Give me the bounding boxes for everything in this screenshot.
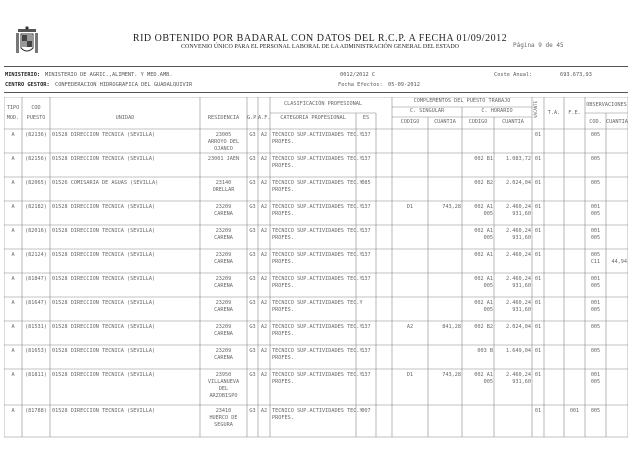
- row-hor-codigo: 002 A1: [474, 372, 493, 378]
- divider: [4, 92, 628, 93]
- row-unidad: 01528 DIRECCION TECNICA (SEVILLA): [52, 252, 156, 258]
- coste-label: Coste Anual:: [494, 72, 533, 78]
- row-obs-cuantia: 44,94: [611, 259, 627, 265]
- row-categoria: PROFES.: [272, 331, 294, 337]
- row-categoria: PROFES.: [272, 307, 294, 313]
- row-af: A2: [260, 324, 268, 330]
- row-vacante: 01: [534, 132, 542, 138]
- row-hor-cuantia: 2.460,24: [506, 252, 531, 258]
- row-residencia: 23950: [215, 372, 232, 378]
- header-hor-codigo: CODIGO: [468, 119, 488, 125]
- row-hor-codigo: 003 B: [477, 348, 493, 354]
- row-unidad: 01526 COMISARIA DE AGUAS (SEVILLA): [52, 180, 159, 186]
- row-residencia: 23209: [215, 348, 232, 354]
- row-tipo: A: [11, 132, 15, 138]
- row-vacante: 01: [534, 408, 542, 414]
- row-es: 137: [361, 156, 371, 162]
- row-categoria: TECNICO SUP.ACTIVIDADES TEC.Y: [272, 276, 363, 282]
- row-categoria: TECNICO SUP.ACTIVIDADES TEC.Y: [272, 324, 363, 330]
- centro-value: CONFEDERACION HIDROGRAFICA DEL GUADALQUIVIR: [55, 82, 193, 88]
- row-cod-puesto: (82182): [25, 204, 47, 210]
- row-tipo: A: [11, 300, 15, 306]
- row-categoria: PROFES.: [272, 355, 294, 361]
- row-hor-cuantia: 2.460,24: [506, 204, 531, 210]
- row-categoria: PROFES.: [272, 211, 294, 217]
- row-gp: G3: [249, 276, 256, 282]
- row-residencia: 23209: [215, 204, 232, 210]
- row-es: 007: [361, 408, 371, 414]
- row-residencia: 23209: [215, 228, 232, 234]
- report-title: RID OBTENIDO POR BADARAL CON DATOS DEL R.C.P. A FECHA 01/09/2012: [132, 33, 508, 44]
- row-gp: G3: [249, 408, 256, 414]
- row-hor-codigo: 002 A1: [474, 204, 493, 210]
- row-obs-cod: 001: [590, 228, 601, 234]
- row-categoria: TECNICO SUP.ACTIVIDADES TEC.Y: [272, 408, 363, 414]
- row-cod-puesto: (82016): [25, 228, 47, 234]
- row-gp: G3: [249, 252, 256, 258]
- row-hor-codigo: 005: [483, 211, 493, 217]
- row-categoria: PROFES.: [272, 187, 294, 193]
- header-sing-cuantia: CUANTIA: [434, 119, 456, 125]
- row-es: 085: [361, 180, 371, 186]
- row-obs-cod: 005: [590, 348, 601, 354]
- report-subtitle: CONVENIO ÚNICO PARA EL PERSONAL LABORAL DE LA ADMINISTRACIÓN GENERAL DEL ESTADO: [180, 44, 460, 50]
- page-number: Página 9 de 45: [513, 42, 564, 49]
- row-obs-cod: 001: [590, 276, 601, 282]
- header-ta: T.A.: [547, 110, 561, 116]
- row-residencia: 23209: [215, 276, 232, 282]
- header-af: A.F.: [258, 115, 271, 121]
- row-unidad: 01528 DIRECCION TECNICA (SEVILLA): [52, 300, 156, 306]
- row-residencia: CARENA: [214, 355, 233, 361]
- row-gp: G3: [249, 156, 256, 162]
- row-unidad: 01528 DIRECCION TECNICA (SEVILLA): [52, 204, 156, 210]
- row-categoria: PROFES.: [272, 139, 294, 145]
- row-residencia: CARENA: [214, 283, 233, 289]
- row-vacante: 01: [534, 276, 542, 282]
- header-fe: F.E.: [568, 110, 581, 116]
- row-categoria: TECNICO SUP.ACTIVIDADES TEC.Y: [272, 204, 363, 210]
- row-residencia: 23209: [215, 300, 232, 306]
- row-tipo: A: [11, 372, 15, 378]
- row-hor-cuantia: 1.083,72: [506, 156, 531, 162]
- row-es: 137: [361, 204, 371, 210]
- row-tipo: A: [11, 348, 15, 354]
- row-af: A2: [260, 156, 268, 162]
- row-obs-cod: 005: [590, 156, 601, 162]
- row-obs-cod: 001: [590, 300, 601, 306]
- row-cod-puesto: (82065): [25, 180, 47, 186]
- row-categoria: PROFES.: [272, 283, 294, 289]
- ministerio-value: MINISTERIO DE AGRIC.,ALIMENT. Y MED.AMB.: [45, 72, 173, 78]
- row-categoria: TECNICO SUP.ACTIVIDADES TEC.Y: [272, 348, 363, 354]
- row-residencia: CARENA: [214, 259, 233, 265]
- row-categoria: TECNICO SUP.ACTIVIDADES TEC.Y: [272, 252, 363, 258]
- row-es: 137: [361, 348, 371, 354]
- row-af: A2: [260, 252, 268, 258]
- row-categoria: PROFES.: [272, 415, 294, 421]
- row-es: 137: [361, 324, 371, 330]
- header-observaciones: OBSERVACIONES: [586, 102, 627, 108]
- row-hor-cuantia: 931,60: [512, 307, 531, 313]
- row-gp: G3: [249, 324, 256, 330]
- row-obs-cod: C11: [590, 259, 601, 265]
- row-gp: G3: [249, 180, 256, 186]
- row-sing-codigo: D1: [406, 372, 414, 378]
- row-es: 137: [361, 372, 371, 378]
- row-sing-codigo: A2: [406, 324, 414, 330]
- row-vacante: 01: [534, 204, 542, 210]
- row-tipo: A: [11, 180, 15, 186]
- header-puesto: PUESTO: [26, 115, 46, 121]
- row-hor-cuantia: 2.460,24: [506, 276, 531, 282]
- row-residencia: CARENA: [214, 307, 233, 313]
- row-categoria: TECNICO SUP.ACTIVIDADES TEC.Y: [272, 132, 363, 138]
- header-gp: G.P.: [247, 115, 260, 121]
- row-obs-cod: 005: [590, 235, 601, 241]
- row-obs-cod: 005: [590, 379, 601, 385]
- centro-label: CENTRO GESTOR:: [5, 82, 50, 88]
- row-residencia: VILLANUEVA: [207, 379, 240, 385]
- row-obs-cod: 005: [590, 283, 601, 289]
- ministerio-label: MINISTERIO:: [5, 72, 41, 78]
- row-gp: G3: [249, 132, 256, 138]
- row-cod-puesto: (81647): [25, 300, 47, 306]
- row-sing-cuantia: 743,28: [442, 372, 461, 378]
- row-unidad: 01528 DIRECCION TECNICA (SEVILLA): [52, 324, 156, 330]
- row-hor-codigo: 002 B1: [474, 156, 493, 162]
- header-c-singular: C. SINGULAR: [409, 108, 445, 114]
- row-tipo: A: [11, 324, 15, 330]
- header-categoria: CATEGORIA PROFESIONAL: [280, 115, 346, 121]
- row-es: 137: [361, 276, 371, 282]
- row-obs-cod: 005: [590, 408, 601, 414]
- row-unidad: 01528 DIRECCION TECNICA (SEVILLA): [52, 408, 156, 414]
- row-cod-puesto: (81847): [25, 276, 47, 282]
- row-gp: G3: [249, 372, 256, 378]
- row-hor-codigo: 002 A1: [474, 252, 493, 258]
- row-tipo: A: [11, 276, 15, 282]
- row-categoria: PROFES.: [272, 163, 294, 169]
- row-af: A2: [260, 300, 268, 306]
- row-vacante: 01: [534, 324, 542, 330]
- row-residencia: 23209: [215, 252, 232, 258]
- row-unidad: 01528 DIRECCION TECNICA (SEVILLA): [52, 228, 156, 234]
- row-residencia: ORELLAR: [212, 187, 235, 193]
- row-residencia: CARENA: [214, 331, 233, 337]
- header-sing-codigo: CODIGO: [400, 119, 420, 125]
- divider: [4, 66, 628, 67]
- row-af: A2: [260, 276, 268, 282]
- row-residencia: CARENA: [214, 211, 233, 217]
- row-obs-cod: 005: [590, 211, 601, 217]
- row-es: 137: [361, 252, 371, 258]
- row-unidad: 01528 DIRECCION TECNICA (SEVILLA): [52, 348, 156, 354]
- row-obs-cod: 001: [590, 204, 601, 210]
- header-es: ES: [362, 115, 370, 121]
- row-gp: G3: [249, 300, 256, 306]
- row-obs-cod: 005: [590, 180, 601, 186]
- row-categoria: PROFES.: [272, 379, 294, 385]
- row-obs-cod: 005: [590, 307, 601, 313]
- row-residencia: 23410: [215, 408, 232, 414]
- row-obs-cod: 005: [590, 252, 601, 258]
- row-hor-cuantia: 2.024,04: [506, 180, 531, 186]
- fecha-label: Fecha Efectos:: [338, 82, 383, 88]
- row-es: 137: [361, 228, 371, 234]
- row-tipo: A: [11, 228, 15, 234]
- fecha-value: 05-09-2012: [388, 82, 420, 88]
- row-residencia: CARENA: [214, 235, 233, 241]
- row-residencia: 23001 JAEN: [207, 156, 240, 162]
- row-es: 137: [361, 132, 371, 138]
- row-vacante: 01: [534, 300, 542, 306]
- row-unidad: 01528 DIRECCION TECNICA (SEVILLA): [52, 372, 156, 378]
- row-hor-cuantia: 2.460,24: [506, 372, 531, 378]
- header-residencia: RESIDENCIA: [207, 115, 240, 121]
- row-hor-cuantia: 931,60: [512, 379, 531, 385]
- row-categoria: TECNICO SUP.ACTIVIDADES TEC.Y: [272, 156, 363, 162]
- row-hor-codigo: 005: [483, 307, 493, 313]
- row-cod-puesto: (81653): [25, 348, 47, 354]
- row-hor-cuantia: 931,60: [512, 283, 531, 289]
- row-hor-codigo: 002 B2: [474, 180, 493, 186]
- row-gp: G3: [249, 228, 256, 234]
- coste-value: 693.673,93: [560, 72, 592, 78]
- row-residencia: HUERCO DE: [209, 415, 238, 421]
- header-obs-cod: COD.: [589, 119, 602, 125]
- row-cod-puesto: (82156): [25, 156, 47, 162]
- row-af: A2: [260, 348, 268, 354]
- header-mod: MOD.: [6, 115, 20, 121]
- row-categoria: TECNICO SUP.ACTIVIDADES TEC.Y: [272, 228, 363, 234]
- row-vacante: 01: [534, 348, 542, 354]
- row-residencia: 23209: [215, 324, 232, 330]
- row-tipo: A: [11, 252, 15, 258]
- row-vacante: 01: [534, 180, 542, 186]
- row-sing-cuantia: 743,28: [442, 204, 461, 210]
- row-hor-codigo: 005: [483, 379, 493, 385]
- header-c-horario: C. HORARIO: [481, 108, 513, 114]
- row-vacante: 01: [534, 228, 542, 234]
- row-residencia: ARROYO DEL: [207, 139, 240, 145]
- report-code: 0012/2012 C: [340, 72, 376, 78]
- row-cod-puesto: (82124): [25, 252, 47, 258]
- row-hor-cuantia: 1.649,04: [506, 348, 531, 354]
- row-obs-cod: 005: [590, 132, 601, 138]
- row-categoria: TECNICO SUP.ACTIVIDADES TEC.Y: [272, 372, 363, 378]
- row-vacante: 01: [534, 156, 542, 162]
- row-tipo: A: [11, 204, 15, 210]
- row-unidad: 01528 DIRECCION TECNICA (SEVILLA): [52, 132, 156, 138]
- row-categoria: TECNICO SUP.ACTIVIDADES TEC.Y: [272, 180, 363, 186]
- row-af: A2: [260, 372, 268, 378]
- row-hor-codigo: 005: [483, 283, 493, 289]
- row-cod-puesto: (81811): [25, 372, 47, 378]
- row-obs-cod: 001: [590, 372, 601, 378]
- row-gp: G3: [249, 348, 256, 354]
- row-af: A2: [260, 132, 268, 138]
- row-af: A2: [260, 180, 268, 186]
- row-af: A2: [260, 408, 268, 414]
- row-hor-codigo: 005: [483, 235, 493, 241]
- row-residencia: 23140: [215, 180, 232, 186]
- row-categoria: TECNICO SUP.ACTIVIDADES TEC.Y: [272, 300, 363, 306]
- row-unidad: 01528 DIRECCION TECNICA (SEVILLA): [52, 156, 156, 162]
- header-unidad: UNIDAD: [115, 115, 135, 121]
- row-vacante: 01: [534, 372, 542, 378]
- table-gridlines: [4, 97, 628, 445]
- row-gp: G3: [249, 204, 256, 210]
- row-hor-codigo: 002 A1: [474, 276, 493, 282]
- row-tipo: A: [11, 408, 15, 414]
- row-hor-codigo: 002 A1: [474, 300, 493, 306]
- row-residencia: 23005: [215, 132, 232, 138]
- header-complementos: COMPLEMENTOS DEL PUESTO TRABAJO: [413, 98, 511, 104]
- row-hor-cuantia: 931,60: [512, 211, 531, 217]
- row-af: A2: [260, 204, 268, 210]
- row-cod-puesto: (81788): [25, 408, 47, 414]
- header-vacante: VACANTE: [533, 101, 538, 118]
- row-hor-cuantia: 2.460,24: [506, 228, 531, 234]
- header-hor-cuantia: CUANTIA: [502, 119, 524, 125]
- row-obs-cod: 005: [590, 324, 601, 330]
- row-af: A2: [260, 228, 268, 234]
- header-obs-cuantia: CUANTIA: [606, 119, 628, 125]
- row-cod-puesto: (82136): [25, 132, 47, 138]
- row-sing-cuantia: 841,28: [442, 324, 461, 330]
- row-hor-cuantia: 931,60: [512, 235, 531, 241]
- row-vacante: 01: [534, 252, 542, 258]
- coat-of-arms-icon: [15, 26, 39, 58]
- row-cod-puesto: (81531): [25, 324, 47, 330]
- row-residencia: ARZOBISPO: [209, 393, 238, 399]
- row-categoria: PROFES.: [272, 259, 294, 265]
- row-categoria: PROFES.: [272, 235, 294, 241]
- row-fe: 001: [569, 408, 580, 414]
- header-cod: COD: [31, 105, 41, 111]
- row-hor-codigo: 002 B2: [474, 324, 493, 330]
- row-hor-codigo: 002 A1: [474, 228, 493, 234]
- row-residencia: SEGURA: [214, 422, 233, 428]
- row-sing-codigo: D1: [406, 204, 414, 210]
- row-unidad: 01528 DIRECCION TECNICA (SEVILLA): [52, 276, 156, 282]
- row-hor-cuantia: 2.024,04: [506, 324, 531, 330]
- header-clasificacion: CLASIFICACIÓN PROFESIONAL: [283, 101, 363, 107]
- row-residencia: OJANCO: [214, 146, 233, 152]
- header-tipo: TIPO: [6, 105, 20, 111]
- row-tipo: A: [11, 156, 15, 162]
- row-hor-cuantia: 2.460,24: [506, 300, 531, 306]
- positions-table: [4, 97, 628, 445]
- row-residencia: DEL: [218, 386, 229, 392]
